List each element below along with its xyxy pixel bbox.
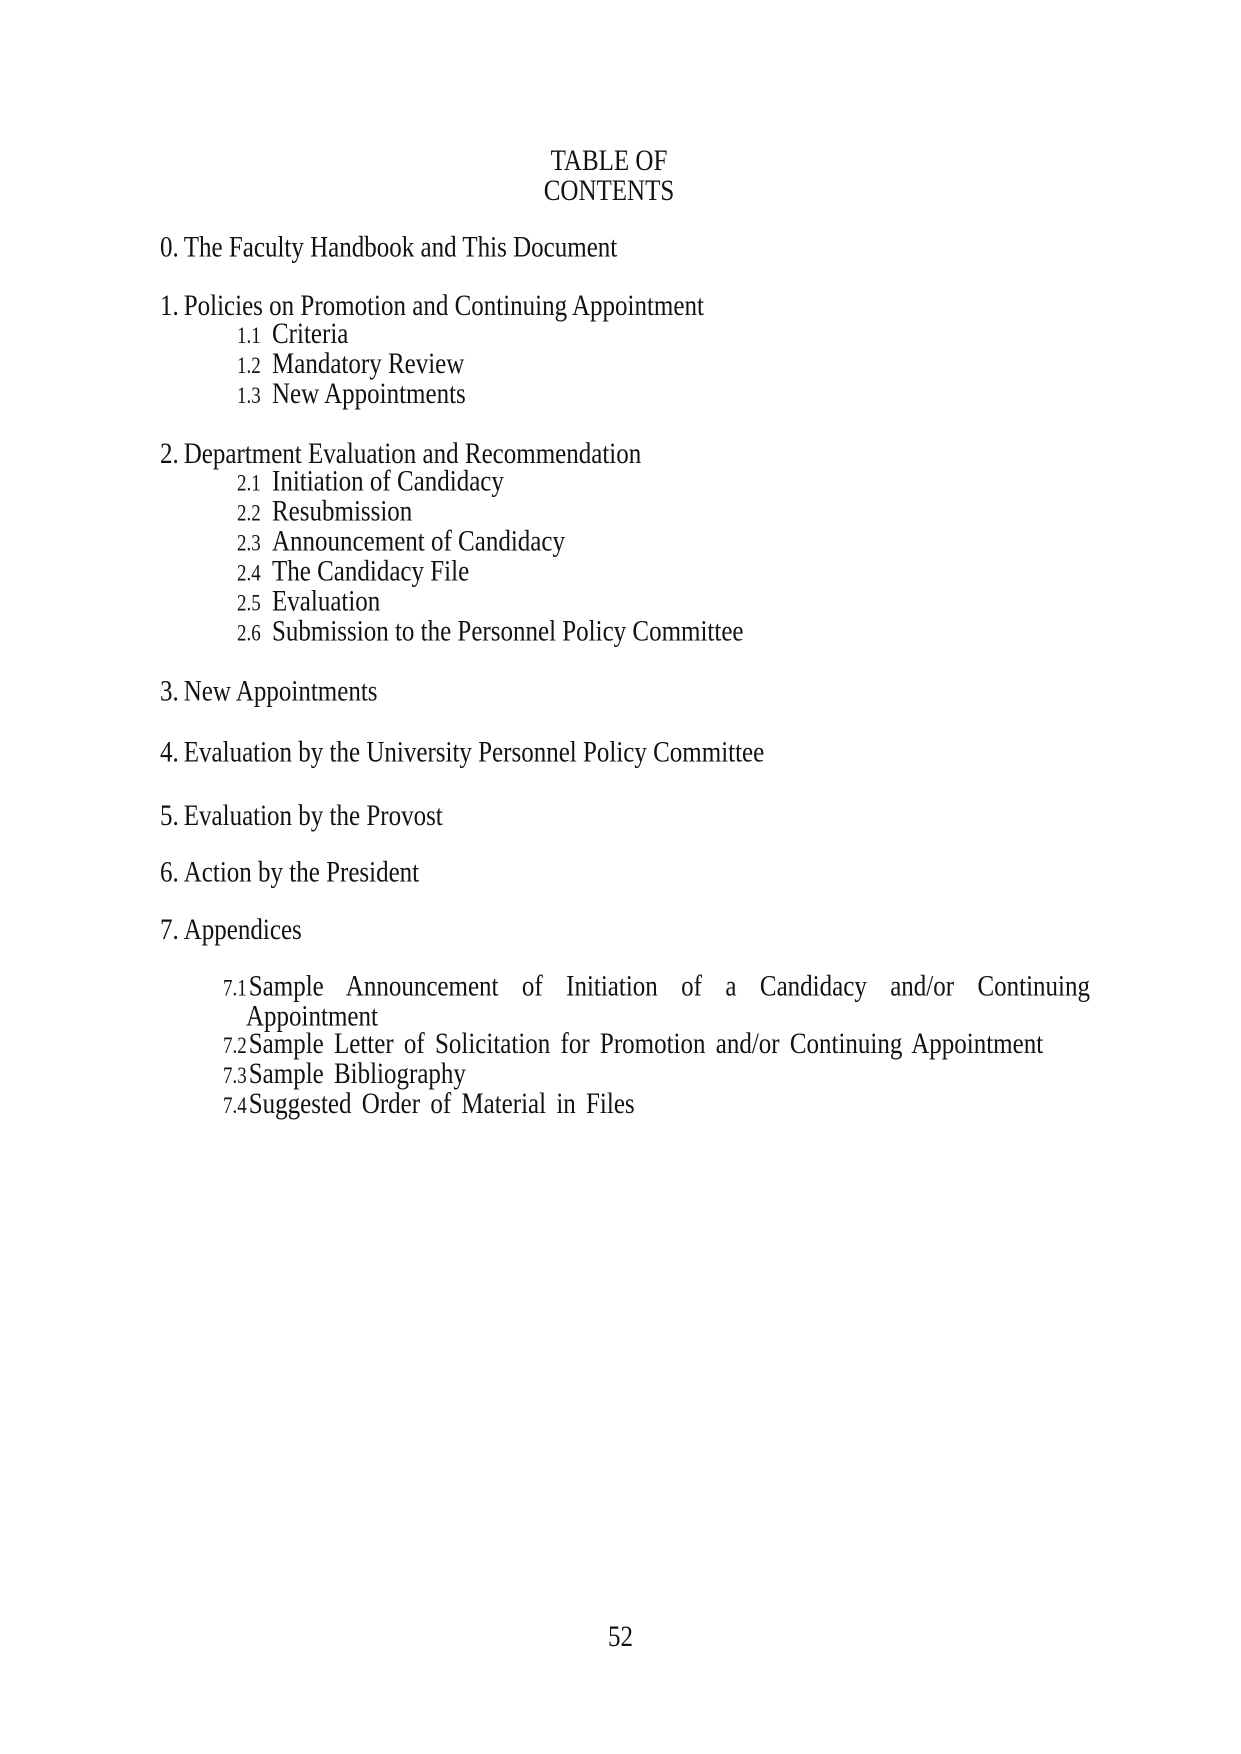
toc-entry-0 [160, 231, 1120, 264]
toc-subentry-2-6-label: Submission to the Personnel Policy Committee [272, 615, 744, 648]
toc-subentry-7-2-number: 7.2 [223, 1034, 247, 1060]
toc-entry-0-number: 0. [160, 231, 179, 264]
toc-subentry-2-5-number: 2.5 [237, 591, 261, 617]
toc-subentry-1-3 [237, 377, 1097, 410]
toc-subentry-1-3-label: New Appointments [272, 377, 466, 410]
toc-subentry-7-4 [223, 1090, 1090, 1120]
toc-entry-4 [160, 736, 1120, 769]
toc-subentry-2-2 [237, 495, 1097, 528]
toc-document [0, 144, 1241, 1654]
toc-subentry-2-1-label: Initiation of Candidacy [272, 465, 504, 498]
toc-entry-3-label: New Appointments [183, 675, 378, 708]
toc-subentry-2-6-number: 2.6 [237, 621, 261, 647]
toc-subentry-7-1-number: 7.1 [223, 976, 247, 1002]
toc-subentry-2-2-number: 2.2 [237, 501, 261, 527]
toc-entry-3-number: 3. [160, 675, 179, 708]
toc-subentry-7-2 [223, 1030, 1090, 1060]
toc-subentry-2-4-number: 2.4 [237, 561, 261, 587]
toc-entry-7-label: Appendices [183, 914, 302, 947]
toc-subentry-7-1-label-line-2: Appointment [246, 1000, 378, 1033]
toc-entry-5 [160, 800, 1120, 833]
toc-entry-1-number: 1. [160, 290, 179, 323]
toc-subentry-7-1-label-line-1: Sample Announcement of Initiation of a Candidacy and/or Continuing [248, 970, 1090, 1003]
toc-entry-6 [160, 856, 1120, 889]
page-title [144, 146, 1074, 206]
toc-subentry-1-1-label: Criteria [272, 317, 349, 350]
toc-subentry-2-5-label: Evaluation [272, 585, 381, 618]
title-line-1: TABLE OF [550, 144, 668, 178]
page-number: 52 [608, 1620, 633, 1654]
toc-entry-1 [160, 290, 1120, 323]
toc-subentry-2-4 [237, 555, 1097, 588]
toc-entry-3 [160, 675, 1120, 708]
toc-subentry-2-5 [237, 585, 1097, 618]
toc-entry-7-number: 7. [160, 914, 179, 947]
toc-entry-6-label: Action by the President [183, 856, 420, 889]
toc-subentry-2-4-label: The Candidacy File [272, 555, 470, 588]
toc-subentry-1-1-number: 1.1 [237, 323, 261, 349]
toc-subentry-1-3-number: 1.3 [237, 383, 261, 409]
toc-subentry-1-2 [237, 347, 1097, 380]
toc-subentry-2-1-number: 2.1 [237, 471, 261, 497]
toc-entry-2-label: Department Evaluation and Recommendation [183, 437, 642, 470]
toc-entry-4-number: 4. [160, 736, 179, 769]
toc-subentry-7-3-label: Sample Bibliography [248, 1058, 466, 1091]
toc-subentry-7-4-label: Suggested Order of Material in Files [248, 1088, 635, 1121]
toc-subentry-7-2-label: Sample Letter of Solicitation for Promotion and/or Continuing Appointment [248, 1028, 1044, 1061]
toc-subentry-7-3 [223, 1060, 1090, 1090]
toc-subentry-2-3-number: 2.3 [237, 531, 261, 557]
toc-subentry-2-2-label: Resubmission [272, 495, 413, 528]
toc-subentry-1-1 [237, 317, 1097, 350]
toc-subentry-7-1 [223, 970, 1090, 1003]
toc-entry-2-number: 2. [160, 437, 179, 470]
toc-subentry-2-6 [237, 615, 1097, 648]
toc-subentry-1-2-label: Mandatory Review [272, 347, 465, 380]
toc-subentry-7-3-number: 7.3 [223, 1064, 247, 1090]
toc-entry-1-label: Policies on Promotion and Continuing Appointment [183, 290, 704, 323]
toc-entry-4-label: Evaluation by the University Personnel Policy Committee [183, 736, 765, 769]
toc-subentry-1-2-number: 1.2 [237, 353, 261, 379]
toc-entry-2 [160, 437, 1120, 470]
toc-entry-5-label: Evaluation by the Provost [183, 800, 443, 833]
title-line-2: CONTENTS [543, 174, 675, 208]
toc-entry-6-number: 6. [160, 856, 179, 889]
toc-entry-0-label: The Faculty Handbook and This Document [183, 231, 618, 264]
toc-subentry-7-4-number: 7.4 [223, 1094, 247, 1120]
toc-subentry-2-3-label: Announcement of Candidacy [272, 525, 565, 558]
toc-entry-7 [160, 914, 1120, 947]
toc-entry-5-number: 5. [160, 800, 179, 833]
toc-subentry-2-3 [237, 525, 1097, 558]
toc-subentry-2-1 [237, 465, 1097, 498]
